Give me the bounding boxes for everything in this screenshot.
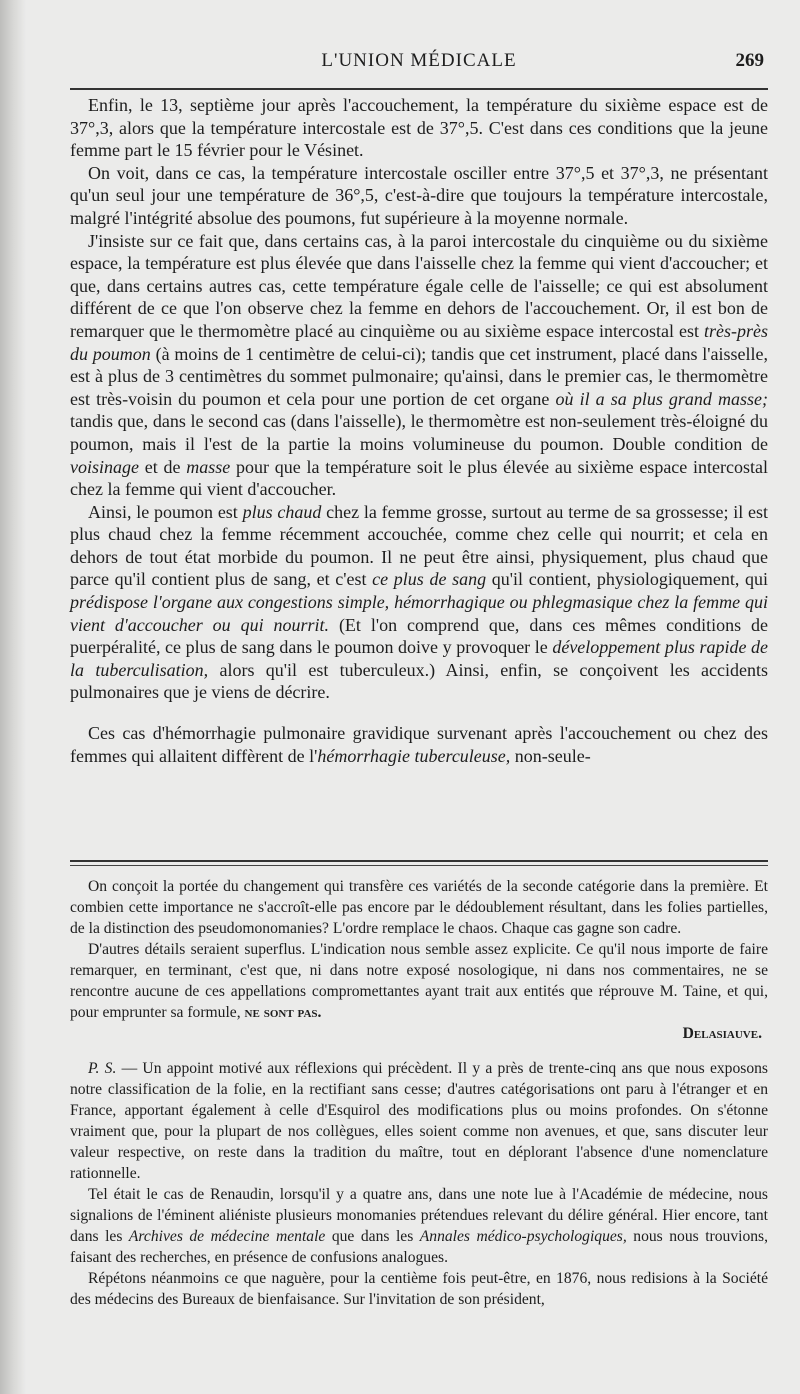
page-edge-shadow [0, 0, 26, 1394]
feuilleton-text [70, 876, 768, 1310]
running-title: L'UNION MÉDICALE [321, 50, 517, 71]
paragraph-4: Ainsi, le poumon est plus chaud chez la femme grosse, surtout au terme de sa grossesse; il est plus chaud chez la femme récemment accouchée, comme chez celle qui nourrit; et cela en dehors de tout état morbide du poumon. Il ne peut être ainsi, physiquement, plus chaud que parce qu'il contient plus de sang, et c'est ce plus de sang qu'il contient, physiologiquement, qui prédispose l'organe aux congestions simple, hémorrhagique ou phlegmasique chez la femme qui vient d'accoucher ou qui nourrit. (Et l'on comprend que, dans ces mêmes conditions de puerpéralité, ce plus de sang dans le poumon doive y provoquer le développement plus rapide de la tuberculisation, alors qu'il est tuberculeux.) Ainsi, enfin, se conçoivent les accidents pulmonaires que je viens de décrire. [70, 501, 769, 703]
feuilleton-rule-bottom [70, 865, 768, 866]
header-rule [70, 88, 768, 90]
note-paragraph-4: Tel était le cas de Renaudin, lorsqu'il y a quatre ans, dans une note lue à l'Académie de médecine, nous signalions de l'éminent aliéniste plusieurs monomanies prétendues relevant du délire général. Hier encore, tant dans les Archives de médecine mentale que dans les Annales médico-psychologiques, nous nous trouvions, faisant des recherches, en présence de confusions analogues. [70, 1186, 769, 1266]
paragraph-5: Ces cas d'hémorrhagie pulmonaire gravidique survenant après l'accouchement ou chez des femmes qui allaitent diffèrent de l'hémorrhagie tuberculeuse, non-seule- [70, 723, 768, 766]
note-paragraph-ps: P. S. — Un appoint motivé aux réflexions qui précèdent. Il y a près de trente-cinq ans que nous exposons notre classification de la folie, en la rectifiant sans cesse; d'autres catégorisations ont paru à l'étranger et en France, apportant également à celle d'Esquirol des modifications plus ou moins profondes. On s'étonne vraiment que, pour la plupart de nos collègues, elles soient comme non avenues, et que, sans discuter leur valeur respective, on reste dans la tradition du maître, tout en déplorant l'absence d'une nomenclature rationnelle. [70, 1060, 768, 1182]
signature: Delasiauve. [682, 1025, 762, 1042]
page-header [70, 50, 768, 78]
paragraph-1: Enfin, le 13, septième jour après l'accouchement, la température du sixième espace est de 37°,3, alors que la température intercostale est de 37°,5. C'est dans ces conditions que la jeune femme part le 15 février pour le Vésinet. [70, 95, 768, 161]
note-paragraph-5: Répétons néanmoins ce que naguère, pour la centième fois peut-être, en 1876, nous redisions à la Société des médecins des Bureaux de bienfaisance. Sur l'invitation de son président, [70, 1270, 768, 1308]
feuilleton-rule-top [70, 860, 768, 862]
paragraph-2: On voit, dans ce cas, la température intercostale osciller entre 37°,5 et 37°,3, ne présentant qu'un seul jour une température de 36°,5, c'est-à-dire que toujours la température intercostale, malgré l'intégrité absolue des poumons, fut supérieure à la moyenne normale. [70, 162, 768, 228]
main-text [70, 94, 768, 767]
page-number: 269 [735, 50, 764, 71]
paragraph-3: J'insiste sur ce fait que, dans certains cas, à la paroi intercostale du cinquième ou du sixième espace, la température est plus élevée que dans l'aisselle chez la femme qui vient d'accoucher; et que, dans certains autres cas, cette température égale celle de l'aisselle; ce qui est absolument différent de ce que l'on observe chez la femme en dehors de l'accouchement. Or, il est bon de remarquer que le thermomètre placé au cinquième ou au sixième espace intercostal est très-près du poumon (à moins de 1 centimètre de celui-ci); tandis que cet instrument, placé dans l'aisselle, est à plus de 3 centimètres du sommet pulmonaire; qu'ainsi, dans le premier cas, le thermomètre est très-voisin du poumon et cela pour une portion de cet organe où il a sa plus grand masse; tandis que, dans le second cas (dans l'aisselle), le thermomètre est non-seulement très-éloigné du poumon, mais il l'est de la partie la moins volumineuse du poumon. Double condition de voisinage et de masse pour que la température soit le plus élevée au sixième espace intercostal chez la femme qui vient d'accoucher. [70, 230, 769, 500]
note-paragraph-2: D'autres détails seraient superflus. L'indication nous semble assez explicite. Ce qu'il nous importe de faire remarquer, en terminant, c'est que, ni dans notre exposé nosologique, ni dans nos commentaires, ne se rencontre aucune de ces appellations compromettantes ayant trait aux entités que réprouve M. Taine, et qui, pour emprunter sa formule, ne sont pas. [70, 941, 768, 1021]
note-paragraph-1: On conçoit la portée du changement qui transfère ces variétés de la seconde catégorie dans la première. Et combien cette importance ne s'accroît-elle pas encore par le dédoublement résultant, dans les folies partielles, de la distinction des pseudomonomanies? L'ordre remplace le chaos. Chaque cas gagne son cadre. [70, 878, 768, 937]
